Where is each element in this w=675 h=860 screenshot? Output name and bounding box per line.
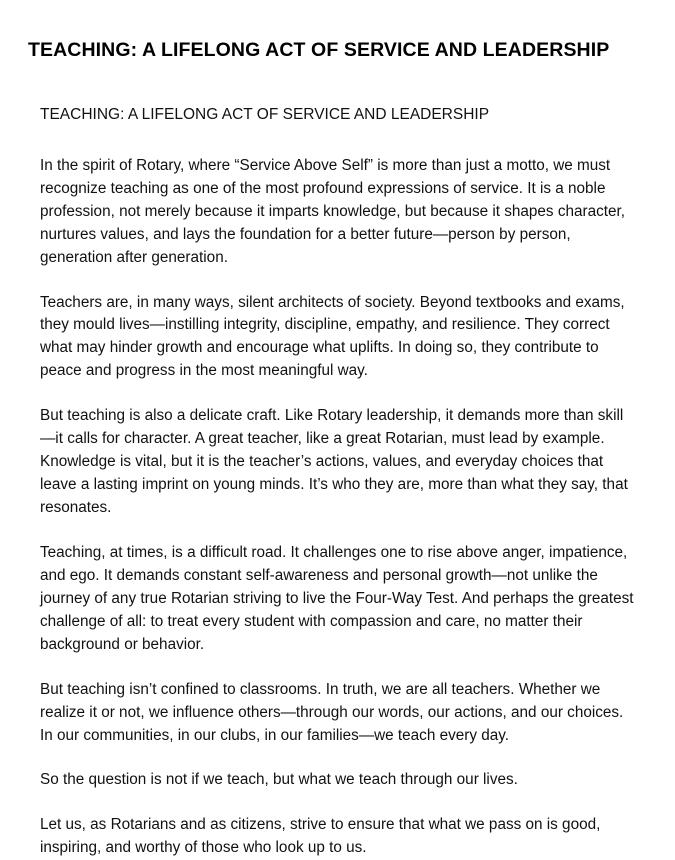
paragraph: Teaching, at times, is a difficult road. It challenges one to rise above anger, impatience, and ego. It demands constant self-awareness and personal growth—not unlike the journey of any true Rotarian striving to live the Four-Way Test. And perhaps the greatest challenge of all: to treat every student with compassion and care, no matter their background or behavior. [40,543,634,653]
paragraph: Teachers are, in many ways, silent architects of society. Beyond textbooks and exams, they mould lives—instilling integrity, discipline, empathy, and resilience. They correct what may hinder growth and encourage what uplifts. In doing so, they contribute to peace and progress in the most meaningful way. [40,293,625,380]
paragraph: In the spirit of Rotary, where “Service Above Self” is more than just a motto, we must recognize teaching as one of the most profound expressions of service. It is a noble profession, not merely because it imparts knowledge, but because it shapes character, nurtures values, and lays the foundation for a better future—person by person, generation after generation. [40,156,626,266]
paragraph: But teaching is also a delicate craft. Like Rotary leadership, it demands more than skill—it calls for character. A great teacher, like a great Rotarian, must lead by example. Knowledge is vital, but it is the teacher’s actions, values, and everyday choices that leave a lasting imprint on young minds. It’s who they are, more than what they say, that resonates. [40,407,628,517]
paragraph: So the question is not if we teach, but what we teach through our lives. [40,771,518,789]
paragraph: But teaching isn’t confined to classrooms. In truth, we are all teachers. Whether we realize it or not, we influence others—through our words, our actions, and our choices. In our communities, in our clubs, in our families—we teach every day. [40,680,624,744]
page-title: TEACHING: A LIFELONG ACT OF SERVICE AND LEADERSHIP [28,39,610,61]
section-heading: TEACHING: A LIFELONG ACT OF SERVICE AND LEADERSHIP [40,106,490,124]
paragraph: Let us, as Rotarians and as citizens, strive to ensure that what we pass on is good, inspiring, and worthy of those who look up to us. [40,816,601,857]
document-body [28,104,647,860]
